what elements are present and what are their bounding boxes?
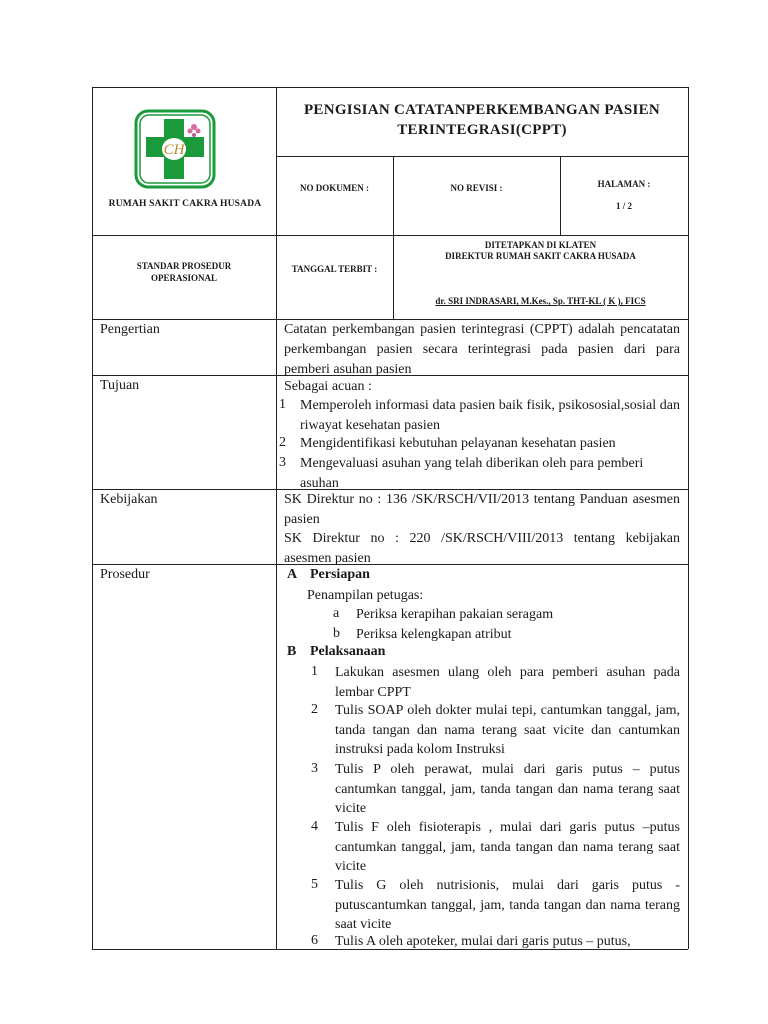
section-a-item-a-text: Periksa kerapihan pakaian seragam [356,607,554,622]
section-a-item-b-num: b [333,626,340,641]
header-divider-sop [92,235,688,236]
pengertian-label: Pengertian [100,322,160,337]
tanggal-terbit-label: TANGGAL TERBIT : [291,264,378,274]
tujuan-item-1-text: Memperoleh informasi data pasien baik fisik, psikososial,sosial dan riwayat kesehatan pasien [300,398,680,433]
section-b-item-1-num: 1 [311,664,318,679]
section-b-item-2-num: 2 [311,702,318,717]
tujuan-intro: Sebagai acuan : [284,379,372,394]
tujuan-item-1-num: 1 [279,397,286,412]
hospital-logo [134,109,216,189]
no-dokumen-label: NO DOKUMEN : [300,183,369,193]
section-b-item-3-text: Tulis P oleh perawat, mulai dari garis putus – putus cantumkan tanggal, jam, tanda tangan dan nama terang saat vicite [335,762,680,816]
tujuan-item-3-text: Mengevaluasi asuhan yang telah diberikan oleh para pemberi asuhan [300,456,644,491]
ditetapkan-line2: DIREKTUR RUMAH SAKIT CAKRA HUSADA [445,251,636,261]
section-b-item-5-text: Tulis G oleh nutrisionis, mulai dari garis putus - putuscantumkan tanggal, jam, tanda tangan dan nama terang saat vicite [335,878,680,932]
header-divider-title [276,156,688,157]
hospital-name: RUMAH SAKIT CAKRA HUSADA [108,199,262,209]
kebijakan-item-1: SK Direktur no : 136 /SK/RSCH/VII/2013 tentang Panduan asesmen pasien [284,492,680,527]
ditetapkan-block [393,240,688,262]
section-a-intro: Penampilan petugas: [307,588,424,603]
tujuan-item-2-text: Mengidentifikasi kebutuhan pelayanan kesehatan pasien [300,436,616,451]
document-title [277,100,687,140]
table-border-right [688,87,689,949]
sop-label-line1: STANDAR PROSEDUR [136,261,232,271]
table-border-top [92,87,688,88]
sop-label-line2: OPERASIONAL [150,273,217,283]
tujuan-item-3-num: 3 [279,455,286,470]
section-a-item-a-num: a [333,606,340,621]
header-divider-revisi [560,156,561,235]
pengertian-text: Catatan perkembangan pasien terintegrasi (CPPT) adalah pencatatan perkembangan pasien secara terintegrasi pada pasien dari para pemberi asuhan pasien [284,322,680,377]
section-b-letter: B [287,644,297,659]
section-b-item-6-text: Tulis A oleh apoteker, mulai dari garis putus – putus, [335,934,631,949]
table-border-bottom [92,949,688,950]
body-column-divider [276,319,277,949]
tujuan-label: Tujuan [100,378,140,393]
kebijakan-item-2: SK Direktur no : 220 /SK/RSCH/VIII/2013 tentang kebijakan asesmen pasien [284,531,680,566]
signatory-name: dr. SRI INDRASARI, M.Kes., Sp. THT-KL ( K ), FICS [435,296,646,306]
section-b-item-3-num: 3 [311,761,318,776]
section-a-title: Persiapan [310,567,370,582]
section-a-letter: A [287,567,298,582]
section-b-item-2-text: Tulis SOAP oleh dokter mulai tepi, cantumkan tanggal, jam, tanda tangan dan nama terang saat vicite dan cantumkan instruksi pada kolom Instruksi [335,703,680,757]
section-b-item-1-text: Lakukan asesmen ulang oleh para pemberi asuhan pada lembar CPPT [335,665,680,700]
halaman-value: 1 / 2 [615,201,632,211]
section-b-item-4-num: 4 [311,819,318,834]
section-a-item-b-text: Periksa kelengkapan atribut [356,627,512,642]
document-title-line1: PENGISIAN CATATANPERKEMBANGAN PASIEN [303,102,661,118]
section-b-title: Pelaksanaan [310,644,386,659]
svg-text:CH: CH [163,142,185,158]
prosedur-label: Prosedur [100,567,150,582]
section-b-item-5-num: 5 [311,877,318,892]
sop-label [92,260,276,284]
ditetapkan-line1: DITETAPKAN DI KLATEN [484,240,597,250]
table-border-left [92,87,93,949]
kebijakan-label: Kebijakan [100,492,158,507]
document-title-line2: TERINTEGRASI(CPPT) [397,122,567,138]
tujuan-item-2-num: 2 [279,435,286,450]
section-b-item-4-text: Tulis F oleh fisioterapis , mulai dari garis putus –putus cantumkan tanggal, jam, tanda tangan dan nama terang saat vicite [335,820,680,874]
no-revisi-label: NO REVISI : [450,183,503,193]
halaman-label: HALAMAN : [597,179,651,189]
header-divider-dokumen [393,156,394,319]
section-b-item-6-num: 6 [311,933,318,948]
